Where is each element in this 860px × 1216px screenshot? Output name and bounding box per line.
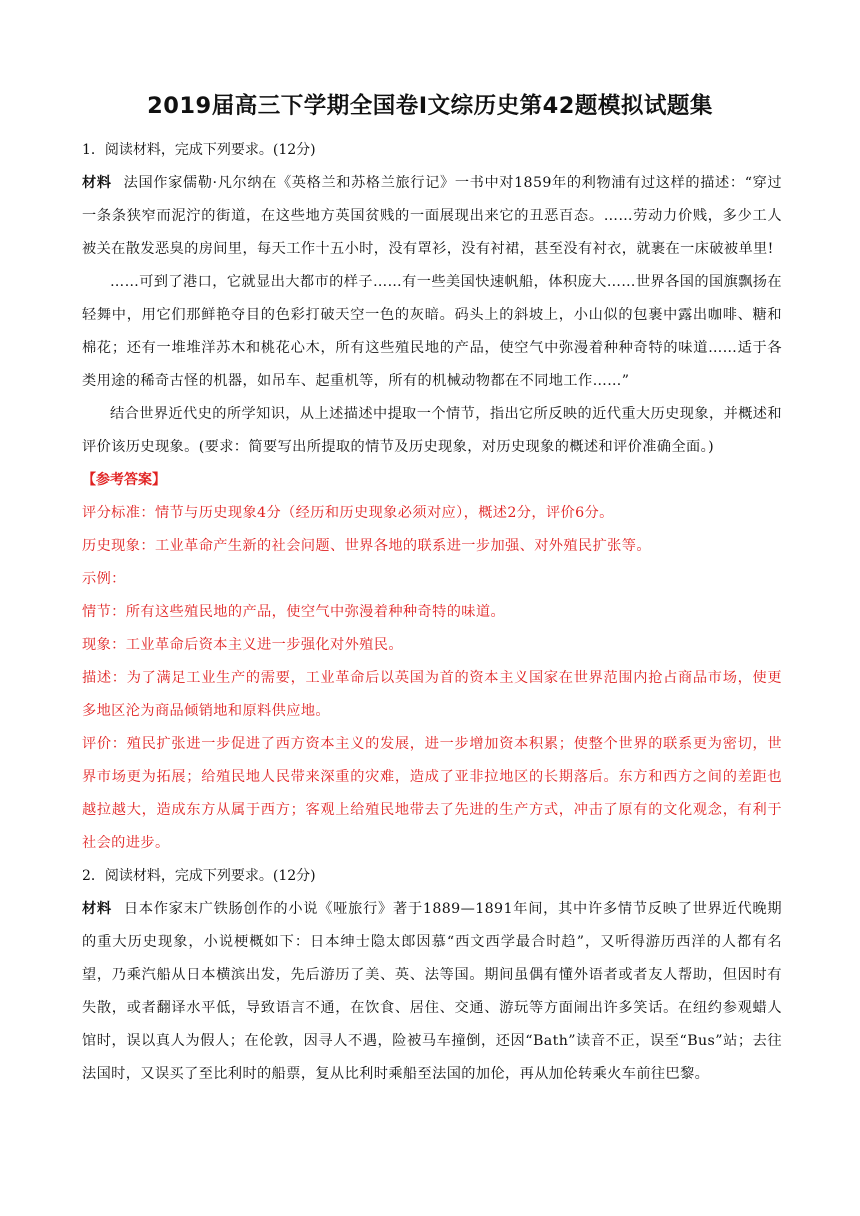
answer-line-scoring: 评分标准：情节与历史现象4分（经历和历史现象必须对应），概述2分，评价6分。 <box>82 505 614 521</box>
question-1-task: 结合世界近代史的所学知识，从上述描述中提取一个情节，指出它所反映的近代重大历史现象，并概述和评价该历史现象。(要求：简要写出所提取的情节及历史现象，对历史现象的概述和评价准确全面。) <box>82 406 782 455</box>
answer-header: 【参考答案】 <box>82 472 166 488</box>
question-2-prompt: 2．阅读材料，完成下列要求。(12分) <box>82 868 316 884</box>
answer-line-evaluation: 评价：殖民扩张进一步促进了西方资本主义的发展，进一步增加资本积累；使整个世界的联系更为密切，世界市场更为拓展；给殖民地人民带来深重的灾难，造成了亚非拉地区的长期落后。东方和西方之间的差距也越拉越大，造成东方从属于西方；客观上给殖民地带去了先进的生产方式，冲击了原有的文化观念，有利于社会的进步。 <box>82 736 782 851</box>
page-title: 2019届高三下学期全国卷Ⅰ文综历史第42题模拟试题集 <box>147 93 713 119</box>
answer-line-event: 现象：工业革命后资本主义进一步强化对外殖民。 <box>82 637 403 653</box>
material-1-paragraph-1: 法国作家儒勒·凡尔纳在《英格兰和苏格兰旅行记》一书中对1859年的利物浦有过这样的描述：“穿过一条条狭窄而泥泞的街道，在这些地方英国贫贱的一面展现出来它的丑恶百态。……劳动力价贱，多少工人被关在散发恶臭的房间里，每天工作十五小时，没有罩衫，没有衬裙，甚至没有衬衣，就裹在一床破被单里! <box>82 175 782 257</box>
question-1-material <box>82 167 782 266</box>
answer-line-example: 示例： <box>82 571 126 587</box>
material-1-paragraph-2: ……可到了港口，它就显出大都市的样子……有一些美国快速帆船，体积庞大……世界各国的国旗飘扬在轻舞中，用它们那鲜艳夺目的色彩打破天空一色的灰暗。码头上的斜坡上，小山似的包裹中露出咖啡、糖和棉花；还有一堆堆洋苏木和桃花心木，所有这些殖民地的产品，使空气中弥漫着种种奇特的味道……适于各类用途的稀奇古怪的机器，如吊车、起重机等，所有的机械动物都在不同地工作……” <box>82 274 782 389</box>
answer-line-plot: 情节：所有这些殖民地的产品，使空气中弥漫着种种奇特的味道。 <box>82 604 506 620</box>
answer-line-description: 描述：为了满足工业生产的需要，工业革命后以英国为首的资本主义国家在世界范围内抢占商品市场，使更多地区沦为商品倾销地和原料供应地。 <box>82 670 782 719</box>
answer-line-phenomenon: 历史现象：工业革命产生新的社会问题、世界各地的联系进一步加强、对外殖民扩张等。 <box>82 538 651 554</box>
material-tag: 材料 <box>82 901 112 917</box>
material-tag: 材料 <box>82 175 112 191</box>
question-1-prompt: 1．阅读材料，完成下列要求。(12分) <box>82 142 316 158</box>
question-2-material <box>82 893 782 1091</box>
material-2-paragraph-1: 日本作家末广铁肠创作的小说《哑旅行》著于1889—1891年间，其中许多情节反映了世界近代晚期的重大历史现象，小说梗概如下：日本绅士隐太郎因慕“西文西学最合时趋”，又听得游历西洋的人都有名望，乃乘汽船从日本横滨出发，先后游历了美、英、法等国。期间虽偶有懂外语者或者友人帮助，但因时有失散，或者翻译水平低，导致语言不通，在饮食、居住、交通、游玩等方面闹出许多笑话。在纽约参观蜡人馆时，误以真人为假人；在伦敦，因寻人不遇，险被马车撞倒，还因“Bath”读音不正，误至“Bus”站；去往法国时，又误买了至比利时的船票，复从比利时乘船至法国的加伦，再从加伦转乘火车前往巴黎。 <box>82 901 782 1082</box>
